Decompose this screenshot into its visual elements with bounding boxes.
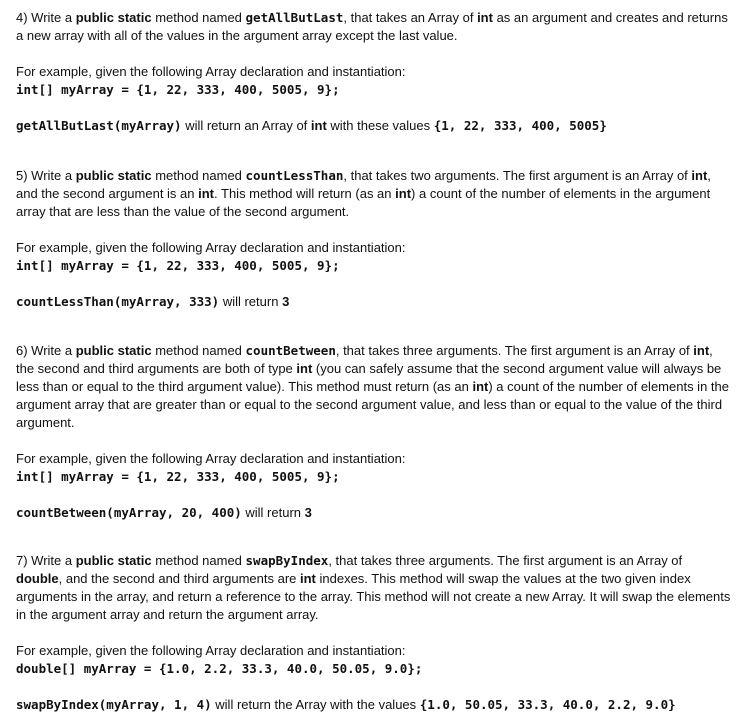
question-6 bbox=[16, 342, 731, 522]
question-4 bbox=[16, 9, 731, 135]
q7-example-intro: For example, given the following Array declaration and instantiation: bbox=[16, 643, 406, 658]
q6-declaration: int[] myArray = {1, 22, 333, 400, 5005, 9}; bbox=[16, 469, 340, 484]
q4-declaration: int[] myArray = {1, 22, 333, 400, 5005, 9}; bbox=[16, 82, 340, 97]
q7-declaration: double[] myArray = {1.0, 2.2, 33.3, 40.0, 50.05, 9.0}; bbox=[16, 661, 423, 676]
q5-description: 5) Write a public static method named countLessThan, that takes two arguments. The first argument is an Array of int, and the second argument is an int. This method will return (as an int) a count of the number of elements in the argument array that are less than the value of the second argument. bbox=[16, 168, 711, 219]
q5-declaration: int[] myArray = {1, 22, 333, 400, 5005, 9}; bbox=[16, 258, 340, 273]
q7-example-result: swapByIndex(myArray, 1, 4) will return the Array with the values {1.0, 50.05, 33.3, 40.0, 2.2, 9.0} bbox=[16, 697, 676, 712]
method-name: getAllButLast bbox=[245, 10, 344, 25]
method-name: countLessThan bbox=[245, 168, 344, 183]
q7-description: 7) Write a public static method named swapByIndex, that takes three arguments. The first argument is an Array of double, and the second and third arguments are int indexes. This method will swap the values at the two given index arguments in the array, and return a reference to the array. This method will not create a new Array. It will swap the elements in the argument array and return the argument array. bbox=[16, 553, 731, 622]
q6-example-intro: For example, given the following Array declaration and instantiation: bbox=[16, 451, 406, 466]
q4-description: 4) Write a public static method named getAllButLast, that takes an Array of int as an argument and creates and returns a new array with all of the values in the argument array except the last value. bbox=[16, 10, 728, 43]
question-5 bbox=[16, 167, 731, 311]
method-name: countBetween bbox=[245, 343, 336, 358]
q5-example-result: countLessThan(myArray, 333) will return 3 bbox=[16, 294, 290, 309]
q6-example-result: countBetween(myArray, 20, 400) will return 3 bbox=[16, 505, 312, 520]
method-name: swapByIndex bbox=[245, 553, 329, 568]
q5-example-intro: For example, given the following Array declaration and instantiation: bbox=[16, 240, 406, 255]
q4-example-result: getAllButLast(myArray) will return an Array of int with these values {1, 22, 333, 400, 5005} bbox=[16, 118, 607, 133]
q6-description: 6) Write a public static method named countBetween, that takes three arguments. The first argument is an Array of int, the second and third arguments are both of type int (you can safely assume that the second argument value will always be less than or equal to the third argument value). This method must return (as an int) a count of the number of elements in the argument array that are greater than or equal to the second argument value, and less than or equal to the value of the third argument. bbox=[16, 343, 729, 430]
question-7 bbox=[16, 552, 731, 714]
q4-example-intro: For example, given the following Array declaration and instantiation: bbox=[16, 64, 406, 79]
